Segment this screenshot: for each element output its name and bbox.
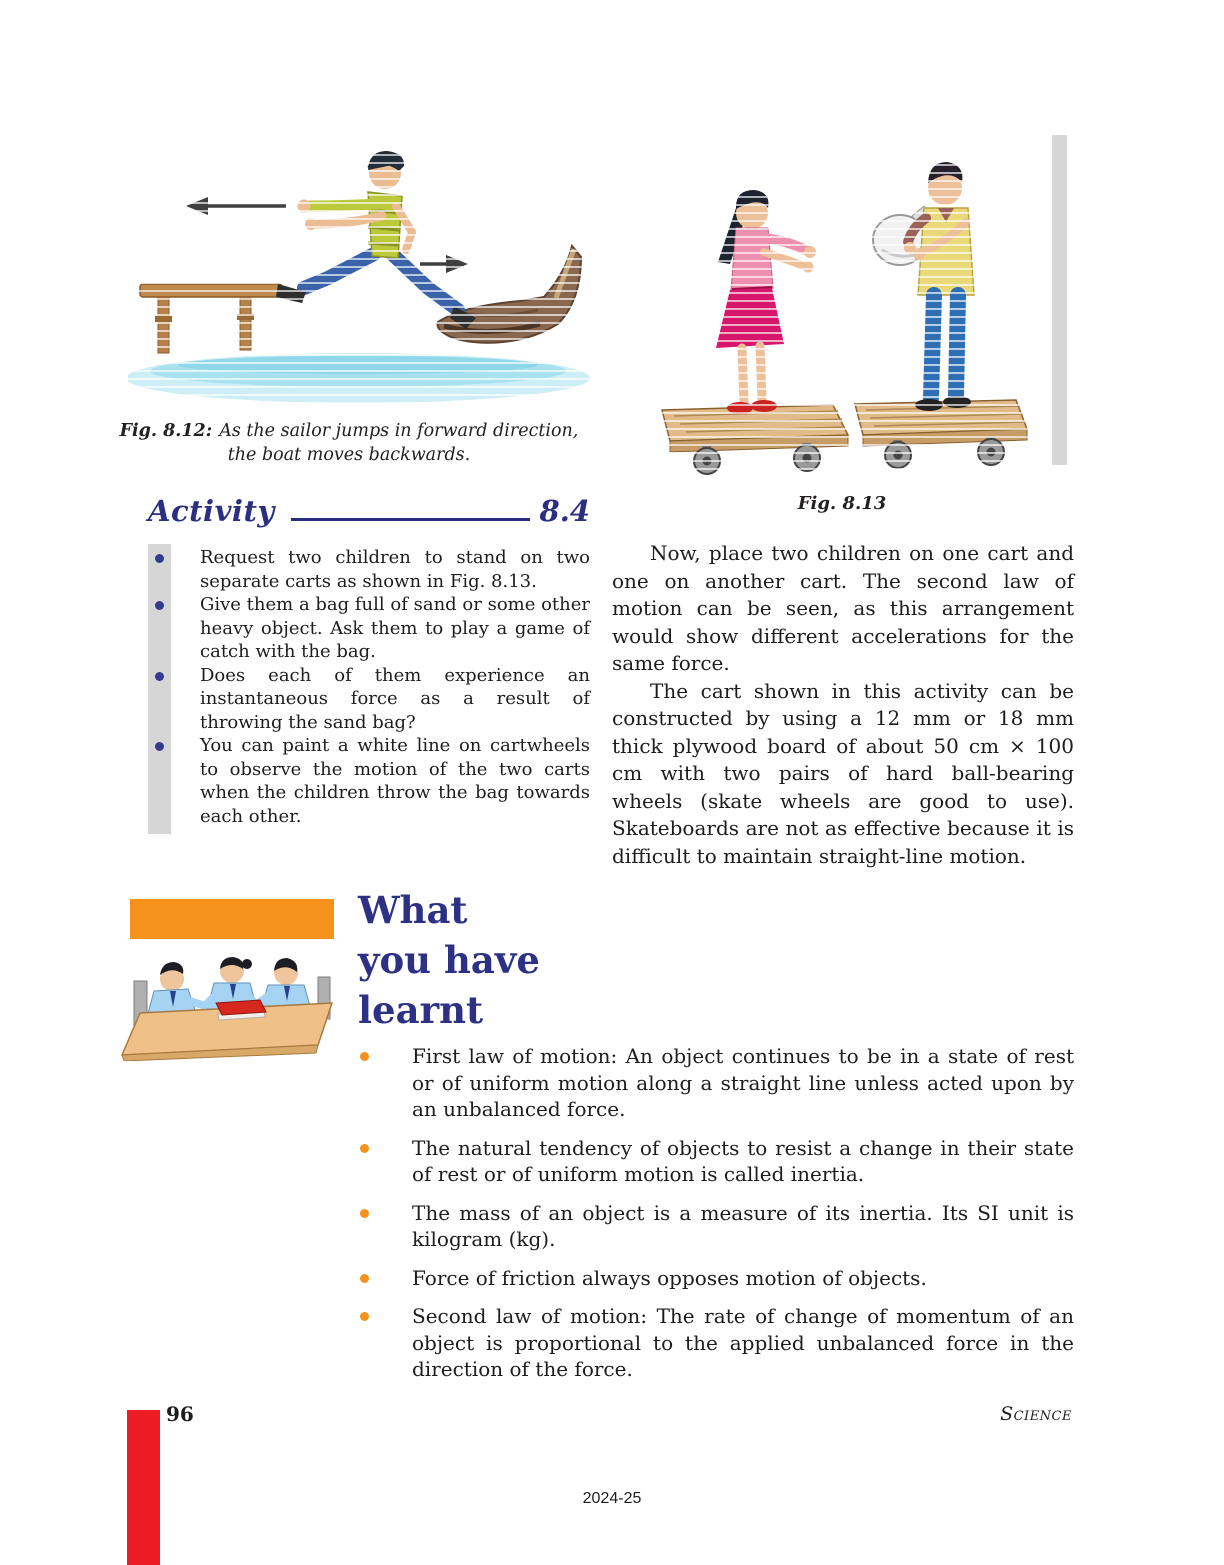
- summary-item: Second law of motion: The rate of change of momentum of an object is proportional to the applied unbalanced force in the direction of the force.: [350, 1303, 1074, 1383]
- red-book: [216, 1000, 266, 1020]
- summary-list: [350, 1043, 1074, 1395]
- heading-line: learnt: [358, 988, 484, 1032]
- activity-list: [148, 544, 590, 834]
- what-you-have-learnt-heading: [358, 885, 688, 1035]
- red-spine-bar: [127, 1410, 160, 1565]
- activity-title: Activity: [148, 494, 275, 528]
- summary-item: The natural tendency of objects to resist a change in their state of rest or of uniform motion is called inertia.: [350, 1135, 1074, 1188]
- summary-item: The mass of an object is a measure of its inertia. Its SI unit is kilogram (kg).: [350, 1200, 1074, 1253]
- book-title: Science: [1000, 1403, 1072, 1425]
- boy: [873, 162, 974, 411]
- girl: [716, 190, 816, 414]
- heading-line: What: [358, 888, 468, 932]
- activity-item: Request two children to stand on two separate carts as shown in Fig. 8.13.: [148, 546, 590, 593]
- edition-year: 2024-25: [582, 1490, 642, 1507]
- students-drawing: [120, 941, 354, 1061]
- activity-item: You can paint a white line on cartwheels to observe the motion of the two carts when the children throw the bag towards each other.: [148, 734, 590, 828]
- page-number: 96: [166, 1402, 194, 1426]
- activity-heading: [148, 494, 590, 528]
- activity-section: [148, 494, 590, 834]
- heading-line: you have: [358, 938, 540, 982]
- figure-8-12-caption: [102, 419, 596, 467]
- bench: [140, 284, 282, 353]
- summary-item: First law of motion: An object continues to be in a state of rest or of uniform motion along a straight line unless acted upon by an unbalanced force.: [350, 1043, 1074, 1123]
- paragraph-2: The cart shown in this activity can be constructed by using a 12 mm or 18 mm thick plywood board of about 50 cm × 100 cm with two pairs of hard ball-bearing wheels (skate wheels are good to use). Skateboards are not as effective because it is difficult to maintain straight-line motion.: [612, 678, 1074, 868]
- children-carts-illustration: [650, 110, 1038, 478]
- figure-8-13-caption: Fig. 8.13: [797, 493, 887, 514]
- right-arrow-icon: [420, 255, 468, 273]
- caption-text: As the sailor jumps in forward direction,: [219, 421, 579, 441]
- sailor-boat-illustration: [128, 116, 590, 410]
- activity-number: 8.4: [539, 494, 590, 528]
- right-gray-bar: [1052, 135, 1067, 465]
- activity-rule: [291, 518, 530, 521]
- caption-line-1: [102, 419, 596, 443]
- activity-item: Does each of them experience an instantaneous force as a result of throwing the sand bag?: [148, 664, 590, 735]
- caption-line-2: the boat moves backwards.: [227, 445, 471, 465]
- left-arrow-icon: [186, 197, 286, 215]
- left-cart: [662, 405, 848, 474]
- children-carts-drawing: [650, 110, 1038, 478]
- summary-item: Force of friction always opposes motion of objects.: [350, 1265, 1074, 1292]
- activity-item: Give them a bag full of sand or some other heavy object. Ask them to play a game of catch with the bag.: [148, 593, 590, 664]
- sailor-boat-drawing: [128, 116, 590, 410]
- students-discussion-illustration: [120, 941, 354, 1061]
- orange-section-bar: [130, 899, 334, 939]
- body-text: [612, 540, 1074, 870]
- sailor: [276, 151, 476, 329]
- figure-label: Fig. 8.12:: [119, 421, 213, 441]
- right-cart: [855, 400, 1027, 468]
- paragraph-1: Now, place two children on one cart and one on another cart. The second law of motion can be seen, as this arrangement would show different accelerations for the same force.: [612, 541, 1074, 675]
